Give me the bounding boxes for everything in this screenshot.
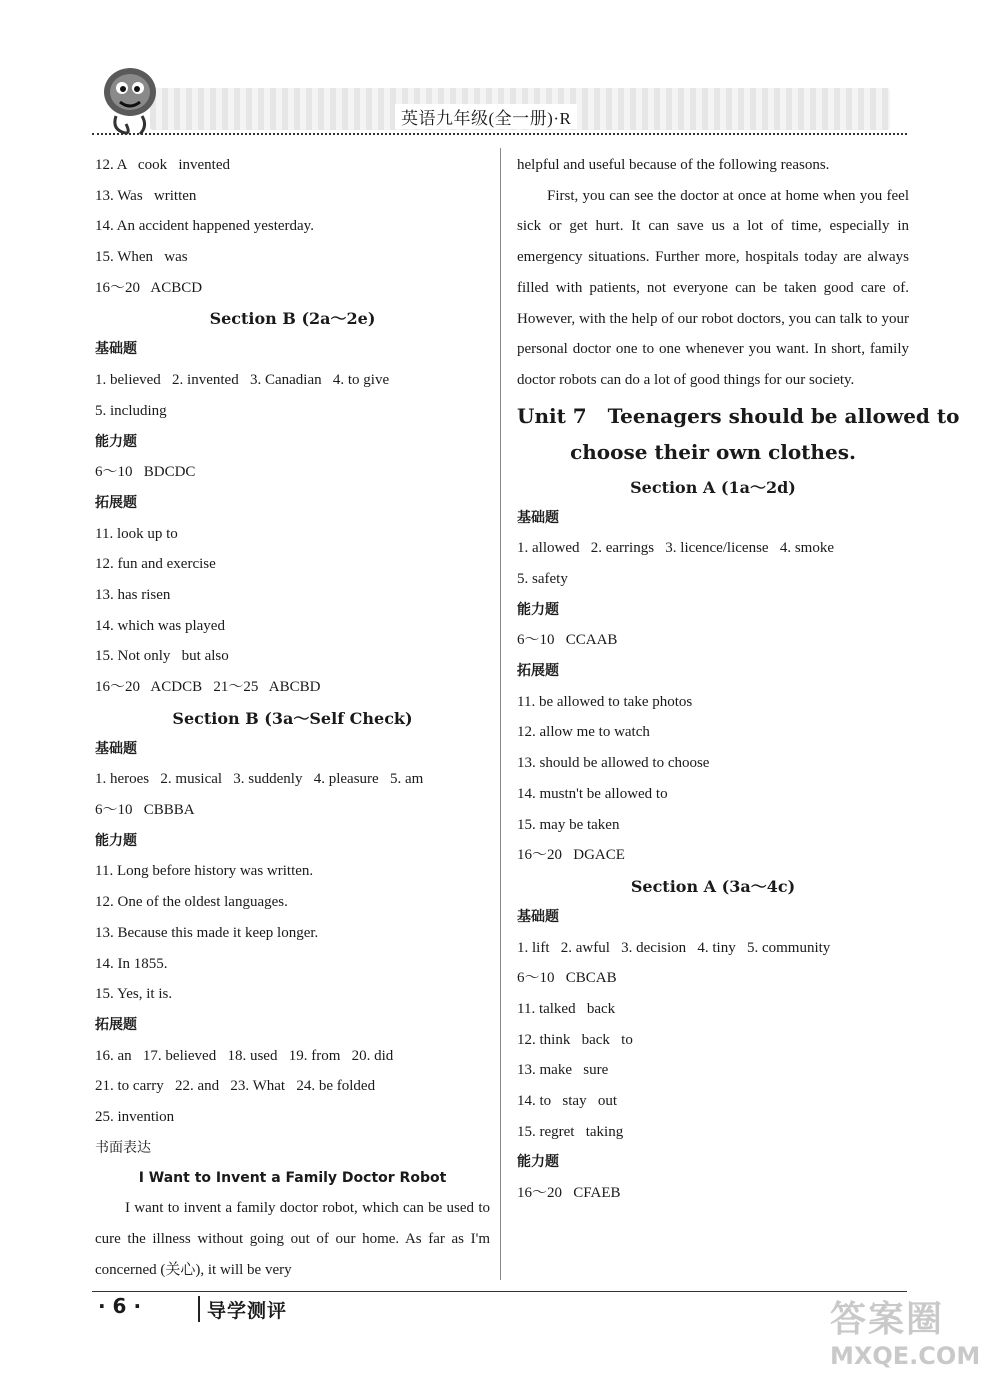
answer-line: 13. make sure: [517, 1062, 609, 1079]
category-label: 拓展题: [95, 494, 137, 511]
essay-paragraph: I want to invent a family doctor robot, which can be used to cure the illness without going out of our home. As far as I'm concerned (关心), it will be very: [95, 1200, 490, 1278]
answer-line: 1. believed 2. invented 3. Canadian 4. to give: [95, 372, 390, 389]
answer-line: 13. Because this made it keep longer.: [95, 924, 319, 941]
answer-line: 6～10 CBCAB: [517, 970, 617, 987]
watermark-url: MXQE.COM: [830, 1342, 981, 1370]
answer-line: 5. safety: [517, 571, 568, 587]
answer-line: 6～10 CCAAB: [517, 632, 618, 649]
answer-line: 6～10 BDCDC: [95, 464, 196, 481]
answer-line: 13. should be allowed to choose: [517, 755, 710, 772]
answer-line: 15. Yes, it is.: [95, 986, 173, 1003]
answer-line: 16～20 ACDCB 21～25 ABCBD: [95, 679, 321, 695]
answer-line: 12. A cook invented: [95, 157, 230, 173]
essay-title: I Want to Invent a Family Doctor Robot: [138, 1170, 447, 1187]
answer-line: 5. including: [95, 402, 167, 419]
category-label: 能力题: [517, 601, 559, 618]
answer-line: 1. heroes 2. musical 3. suddenly 4. pleasure 5. am: [95, 771, 424, 788]
answer-line: 13. Was written: [95, 187, 197, 204]
category-label: 基础题: [517, 908, 559, 925]
category-label: 拓展题: [95, 1016, 137, 1033]
answer-line: 14. In 1855.: [95, 955, 168, 972]
answer-line: 12. One of the oldest languages.: [95, 894, 288, 911]
unit-title-line: Unit 7 Teenagers should be allowed to: [517, 403, 960, 428]
header-divider: [92, 133, 907, 135]
answer-line: 6～10 CBBBA: [95, 802, 195, 819]
essay-paragraph: helpful and useful because of the following reasons.: [517, 157, 830, 173]
answer-line: 14. which was played: [95, 617, 225, 634]
section-heading: Section B (3a～Self Check): [172, 708, 413, 728]
answer-line: 13. has risen: [95, 586, 171, 603]
mascot-logo: [96, 62, 166, 138]
unit-title-line: choose their own clothes.: [570, 439, 856, 464]
footer-separator: [198, 1296, 200, 1322]
brand-name: 导学测评: [207, 1300, 288, 1322]
category-label: 能力题: [95, 433, 137, 450]
answer-line: 1. allowed 2. earrings 3. licence/license 4. smoke: [517, 540, 834, 557]
answer-line: 15. may be taken: [517, 816, 620, 833]
category-label: 书面表达: [95, 1139, 151, 1156]
answer-line: 14. to stay out: [517, 1093, 617, 1109]
left-column: [95, 150, 490, 1285]
answer-line: 11. look up to: [95, 525, 178, 542]
answer-line: 25. invention: [95, 1108, 175, 1125]
section-heading: Section A (1a～2d): [630, 477, 796, 497]
column-divider: [500, 148, 501, 1280]
answer-line: 11. talked back: [517, 1000, 616, 1017]
answer-line: 14. An accident happened yesterday.: [95, 218, 314, 235]
unit-title: [517, 398, 960, 470]
category-label: 基础题: [95, 740, 137, 757]
answer-line: 12. allow me to watch: [517, 724, 650, 741]
answer-line: 11. Long before history was written.: [95, 863, 314, 880]
answer-line: 16～20 ACBCD: [95, 279, 203, 296]
category-label: 能力题: [95, 832, 137, 849]
answer-line: 15. regret taking: [517, 1123, 624, 1140]
category-label: 能力题: [517, 1154, 559, 1171]
page-number: · 6 ·: [98, 1294, 142, 1318]
answer-line: 16～20 DGACE: [517, 847, 625, 864]
answer-line: 21. to carry 22. and 23. What 24. be folded: [95, 1078, 376, 1095]
category-label: 基础题: [95, 341, 137, 358]
right-column: [517, 150, 960, 1209]
section-heading: Section A (3a～4c): [630, 876, 796, 896]
answer-line: 15. When was: [95, 249, 188, 266]
answer-line: 1. lift 2. awful 3. decision 4. tiny 5. community: [517, 939, 831, 956]
section-heading: Section B (2a～2e): [209, 309, 376, 329]
answer-line: 16. an 17. believed 18. used 19. from 20. did: [95, 1047, 394, 1064]
watermark-logo: [830, 1298, 981, 1378]
watermark-text: 答案圈: [830, 1299, 945, 1340]
category-label: 拓展题: [517, 663, 559, 680]
answer-line: 11. be allowed to take photos: [517, 693, 693, 710]
answer-line: 12. fun and exercise: [95, 556, 216, 573]
answer-line: 15. Not only but also: [95, 648, 229, 665]
answer-line: 16～20 CFAEB: [517, 1185, 621, 1202]
category-label: 基础题: [517, 509, 559, 526]
essay-paragraph: First, you can see the doctor at once at home when you feel sick or get hurt. It can save us a lot of time, especially in emergency situations. Further more, hospitals today are always filled with patients, not everyone can be taken good care of. However, with the help of our robot doctors, you can talk to your personal doctor one to one whenever you want. In short, family doctor robots can do a lot of good things for our society.: [517, 187, 909, 388]
footer-divider: [92, 1291, 907, 1292]
book-title: 英语九年级(全一册)·R: [395, 104, 577, 129]
answer-line: 12. think back to: [517, 1031, 633, 1048]
answer-line: 14. mustn't be allowed to: [517, 785, 668, 802]
